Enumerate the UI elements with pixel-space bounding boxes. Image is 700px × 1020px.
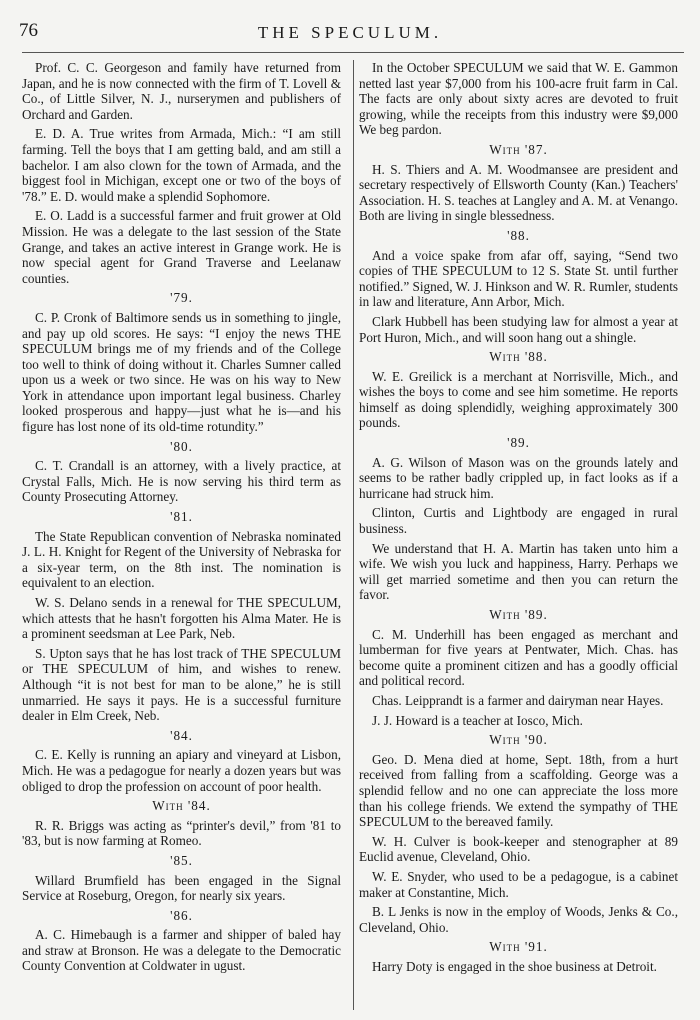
section-heading: With '88. <box>489 349 548 365</box>
paragraph: E. D. A. True writes from Armada, Mich.: “I am still farming. Tell the boys that I am getting bald, and am still a bachelor. I am also clown for the town of Armada, and the biggest fool in Michigan, except one or two of the boys of '78.” E. D. would make a splendid Sophomore. <box>22 126 341 204</box>
paragraph: A. G. Wilson of Mason was on the grounds lately and seems to be rather badly crippled up, in fact looks as if a hurricane had struck him. <box>359 454 678 501</box>
paragraph: E. O. Ladd is a successful farmer and fruit grower at Old Mission. He was a delegate to the last session of the State Grange, and takes an active interest in Grange work. He is now special agent for Grand Traverse and Leelanaw counties. <box>22 208 341 286</box>
section-heading: '79. <box>170 290 193 306</box>
paragraph: Clinton, Curtis and Lightbody are engaged in rural business. <box>359 505 678 537</box>
paragraph: The State Republican convention of Nebraska nominated J. L. H. Knight for Regent of the University of Nebraska for a six-year term, on the 8th inst. The nomination is equivalent to an election. <box>22 528 341 591</box>
paragraph: W. E. Greilick is a merchant at Norrisville, Mich., and wishes the boys to come and see him sometime. He reports himself as doing splendidly, weighing approximately 300 pounds. <box>359 368 678 431</box>
section-heading: '80. <box>170 438 193 454</box>
paragraph: Clark Hubbell has been studying law for almost a year at Port Huron, Mich., and will soon hang out a shingle. <box>359 313 678 345</box>
paragraph: And a voice spake from afar off, saying, “Send two copies of THE SPECULUM to 12 S. State St. until further notified.” Signed, W. J. Hinkson and W. R. Rumler, students in law and literature, Ann Arbor, Mich. <box>359 247 678 310</box>
paragraph: B. L Jenks is now in the employ of Woods, Jenks & Co., Cleveland, Ohio. <box>359 904 678 935</box>
paragraph: Willard Brumfield has been engaged in the Signal Service at Roseburg, Oregon, for nearly six years. <box>22 872 341 904</box>
section-heading: '88. <box>507 227 530 243</box>
paragraph: C. P. Cronk of Baltimore sends us in something to jingle, and pay up old scores. He says: “I enjoy the news THE SPECULUM brings me of my friends and of the College too well to think of doing without it. Charles Sumner called upon us a week or two since. He was on his way to New York in attendance upon important legal business. Charley looked prosperous and happy—just what he is—and his figure has lost none of its old-time rotundity.” <box>22 309 341 435</box>
right-column <box>359 60 678 978</box>
paragraph: C. M. Underhill has been engaged as merchant and lumberman for five years at Pentwater, Mich. Chas. has become quite a prominent citizen and has a goodly official and political record. <box>359 626 678 689</box>
section-heading: '86. <box>170 907 193 923</box>
masthead-title: THE SPECULUM. <box>257 23 443 42</box>
section-heading: '89. <box>507 435 530 451</box>
paragraph: C. T. Crandall is an attorney, with a lively practice, at Crystal Falls, Mich. He is now serving his third term as County Prosecuting Attorney. <box>22 458 341 505</box>
column-divider <box>353 60 354 1010</box>
header-rule <box>22 52 684 53</box>
paragraph: A. C. Himebaugh is a farmer and shipper of baled hay and straw at Bronson. He was a delegate to the Democratic County Convention at Coldwater in ugust. <box>22 927 341 974</box>
paragraph: Geo. D. Mena died at home, Sept. 18th, from a hurt received from falling from a scaffolding. George was a splendid fellow and no one can appreciate the loss more than his college friends. We extend the sympathy of THE SPECULUM to the bereaved family. <box>359 751 678 830</box>
page-number: 76 <box>19 20 38 41</box>
paragraph: W. H. Culver is book-keeper and stenographer at 89 Euclid avenue, Cleveland, Ohio. <box>359 833 678 865</box>
paragraph: J. J. Howard is a teacher at Iosco, Mich. <box>372 712 583 728</box>
paragraph: Prof. C. C. Georgeson and family have returned from Japan, and he is now connected with the firm of T. Lovell & Co., of Little Silver, N. J., nurserymen and publishers of Orchard and Garden. <box>22 60 341 122</box>
section-heading: With '89. <box>489 607 548 622</box>
section-heading: '81. <box>170 509 193 525</box>
paragraph: W. S. Delano sends in a renewal for THE SPECULUM, which attests that he hasn't forgotten his Alma Mater. He is a prominent seedsman at Lee Park, Neb. <box>22 595 341 642</box>
paragraph: Harry Doty is engaged in the shoe business at Detroit. <box>372 958 657 974</box>
section-heading: '85. <box>170 852 193 868</box>
paragraph: H. S. Thiers and A. M. Woodmansee are president and secretary respectively of Ellsworth County (Kan.) Teachers' Association. H. S. teaches at Langley and A. M. at Venango. Both are living in single blessedness. <box>359 161 678 224</box>
paragraph: Chas. Leipprandt is a farmer and dairyman near Hayes. <box>372 692 664 708</box>
paragraph: In the October SPECULUM we said that W. E. Gammon netted last year $7,000 from his 100-acre fruit farm in Cal. The facts are only about sixty acres are devoted to fruit growing, while the receipts from this industry were $9,000 We beg pardon. <box>359 60 678 138</box>
section-heading: With '87. <box>489 141 548 157</box>
section-heading: '84. <box>170 727 193 743</box>
section-heading: With '91. <box>489 939 548 955</box>
section-heading: With '84. <box>152 798 211 814</box>
section-heading: With '90. <box>489 732 548 748</box>
paragraph: W. E. Snyder, who used to be a pedagogue, is a cabinet maker at Constantine, Mich. <box>359 868 678 900</box>
paragraph: S. Upton says that he has lost track of THE SPECULUM or THE SPECULUM of him, and wishes to renew. Although “it is not best for man to be alone,” he is still unmarried. He says it pays. He is a successful furniture dealer in Elm Creek, Neb. <box>22 645 341 724</box>
left-column <box>22 60 341 978</box>
paragraph: R. R. Briggs was acting as “printer's devil,” from '81 to '83, but is now farming at Romeo. <box>22 817 341 849</box>
paragraph: We understand that H. A. Martin has taken unto him a wife. We wish you luck and happiness, Harry. Perhaps we will get married sometime and then you can return the favor. <box>359 540 678 603</box>
paragraph: C. E. Kelly is running an apiary and vineyard at Lisbon, Mich. He was a pedagogue for nearly a dozen years but was obliged to drop the profession on account of poor health. <box>22 747 341 794</box>
